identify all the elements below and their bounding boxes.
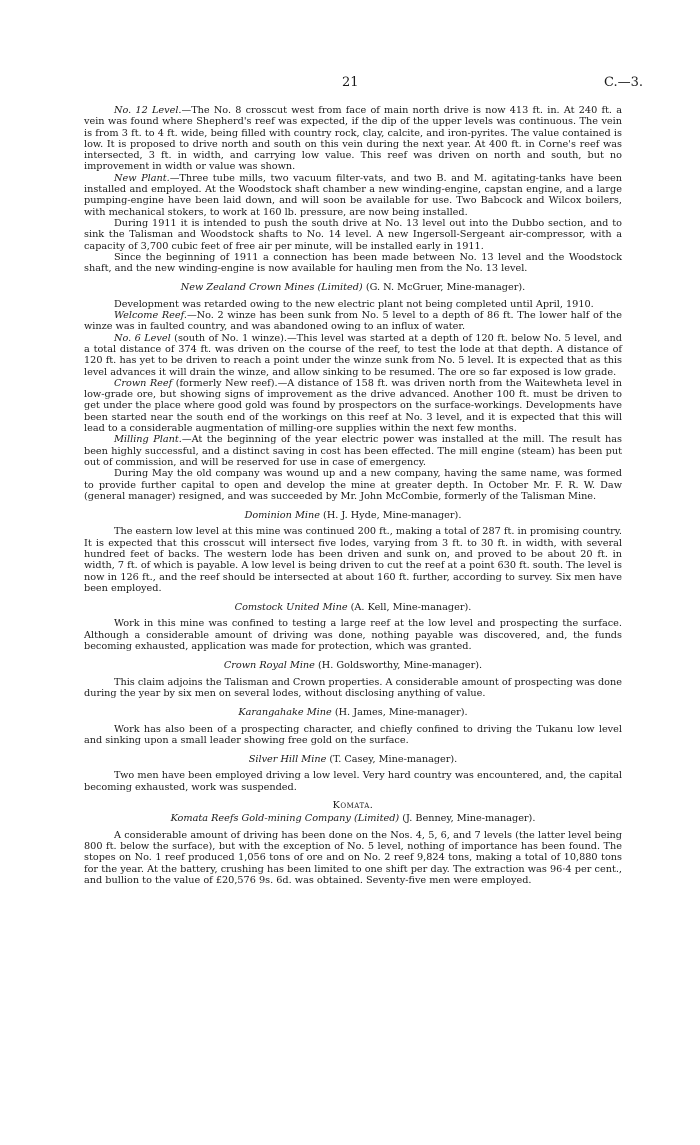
paragraph-text: Development was retarded owing to the new electric plant not being completed until April, 1910. bbox=[114, 298, 594, 310]
subheading: Milling Plant. bbox=[114, 434, 182, 446]
mine-name: Comstock United Mine bbox=[234, 602, 348, 614]
paragraph-text: (south of No. 1 winze).—This level was started at a depth of 120 ft. below No. 5 level, and a total distance of 374 ft. was driven on the course of the reef, to test the lode at that depth. A distance of 120 ft. has yet to be driven to reach a point under the winze sunk from No. 5 level. It is expected that as this level advances it will drain the winze, and allow sinking to be resumed. The ore so far exposed is low grade. bbox=[84, 332, 622, 378]
paragraph-text: A considerable amount of driving has been done on the Nos. 4, 5, 6, and 7 levels (the latter level being 800 ft. below the surface), but with the exception of No. 5 level, nothing of importance has been found. The stopes on No. 1 reef produced 1,056 tons of ore and on No. 2 reef 9,824 tons, making a total of 10,880 tons for the year. At the battery, crushing has been limited to one shift per day. The extraction was 96·4 per cent., and bullion to the value of £20,576 9s. 6d. was obtained. Seventy-five men were employed. bbox=[84, 829, 622, 886]
paragraph bbox=[84, 830, 622, 886]
section-heading-karangahake bbox=[84, 707, 622, 718]
page-header bbox=[0, 75, 700, 93]
paragraph-text: Since the beginning of 1911 a connection has been made between No. 13 level and the Woodstock shaft, and the new winding-engine is now available for hauling men from the No. 13 level. bbox=[84, 251, 622, 275]
section-heading-comstock bbox=[84, 602, 622, 613]
paragraph-text: Work in this mine was confined to testing a large reef at the low level and prospecting the surface. Although a considerable amount of driving was done, nothing payable was discovered, and, the funds becoming exhausted, application was made for protection, which was granted. bbox=[84, 618, 622, 653]
paragraph bbox=[84, 333, 622, 378]
mine-name: Komata Reefs Gold-mining Company (Limited) bbox=[170, 813, 400, 825]
paragraph bbox=[84, 677, 622, 700]
paragraph bbox=[84, 105, 622, 173]
paragraph-text: The eastern low level at this mine was continued 200 ft., making a total of 287 ft. in promising country. It is expected that this crosscut will intersect five lodes, varying from 3 ft. to 30 ft. in width, with several hundred feet of backs. The western lode has been driven and sunk on, and proved to be about 20 ft. in width, 7 ft. of which is payable. A low level is being driven to cut the reef at a point 630 ft. south. The level is now in 126 ft., and the reef should be intersected at about 160 ft. further, according to survey. Six men have been employed. bbox=[84, 526, 622, 594]
paragraph-text: —The No. 8 crosscut west from face of main north drive is now 413 ft. in. At 240 ft. a vein was found where Shepherd's reef was expected, if the dip of the upper levels was continuous. The vein is from 3 ft. to 4 ft. wide, being filled with country rock, clay, calcite, and iron-pyrites. The value contained is low. It is proposed to drive north and south on this vein during the next year. At 400 ft. in Corne's reef was intersected, 3 ft. in width, and carrying low value. This reef was driven on north and south, but no improvement in width or value was shown. bbox=[84, 105, 622, 173]
paragraph bbox=[84, 724, 622, 747]
mine-name: Dominion Mine bbox=[244, 510, 320, 522]
subheading: Crown Reef bbox=[114, 377, 173, 389]
section-heading-komata-reefs bbox=[84, 813, 622, 824]
paragraph-text: Work has also been of a prospecting character, and chiefly confined to driving the Tukanu low level and sinking upon a small leader showing free gold on the surface. bbox=[84, 723, 622, 746]
mine-manager: (A. Kell, Mine-manager). bbox=[350, 602, 472, 614]
mine-manager: (H. J. Hyde, Mine-manager). bbox=[323, 510, 462, 522]
mine-name: Karangahake Mine bbox=[238, 707, 332, 719]
mine-name: New Zealand Crown Mines (Limited) bbox=[180, 282, 363, 294]
paragraph bbox=[84, 770, 622, 793]
paragraph bbox=[84, 434, 622, 468]
paragraph bbox=[84, 252, 622, 275]
paragraph-text: (formerly New reef).—A distance of 158 ft. was driven north from the Waitewheta level in low-grade ore, but showing signs of improvement as the drive advanced. Another 100 ft. must be driven to get under the place where good gold was found by prospectors on the surface-workings. Developments have been started near the south end of the workings on this reef at No. 3 level, and it is expected that this will lead to a considerable augmentation of milling-ore supplies within the next few months. bbox=[84, 377, 622, 435]
paragraph bbox=[84, 173, 622, 218]
subheading: No. 6 Level bbox=[114, 332, 171, 344]
paragraph bbox=[84, 299, 622, 310]
paragraph bbox=[84, 378, 622, 434]
mine-name: Crown Royal Mine bbox=[223, 660, 315, 672]
paragraph-text: During May the old company was wound up and a new company, having the same name, was formed to provide further capital to open and develop the mine at greater depth. In October Mr. F. R. W. Daw (general manager) resigned, and was succeeded by Mr. John McCombie, formerly of the Talisman Mine. bbox=[84, 468, 622, 502]
subheading: New Plant. bbox=[114, 172, 170, 184]
paragraph-text: This claim adjoins the Talisman and Crown properties. A considerable amount of prospecting was done during the year by six men on several lodes, without disclosing anything of value. bbox=[84, 676, 622, 699]
mine-manager: (H. James, Mine-manager). bbox=[334, 707, 468, 719]
section-heading-nz-crown bbox=[84, 282, 622, 293]
mine-manager: (H. Goldsworthy, Mine-manager). bbox=[318, 660, 483, 672]
mine-manager: (J. Benney, Mine-manager). bbox=[402, 813, 536, 825]
paragraph bbox=[84, 618, 622, 652]
paragraph-text: Two men have been employed driving a low level. Very hard country was encountered, and, the capital becoming exhausted, work was suspended. bbox=[84, 770, 622, 793]
subheading: No. 12 Level. bbox=[114, 105, 182, 116]
paragraph-text: —No. 2 winze has been sunk from No. 5 level to a depth of 86 ft. The lower half of the winze was in faulted country, and was abandoned owing to an influx of water. bbox=[84, 310, 622, 333]
paragraph bbox=[84, 468, 622, 502]
section-heading-silver-hill bbox=[84, 754, 622, 765]
mine-name: Silver Hill Mine bbox=[248, 754, 327, 766]
section-heading-crown-royal bbox=[84, 660, 622, 671]
paragraph-text: —Three tube mills, two vacuum filter-vats, and two B. and M. agitating-tanks have been installed and employed. At the Woodstock shaft chamber a new winding-engine, capstan engine, and a large pumping-engine have been laid down, and will soon be available for use. Two Babcock and Wilcox boilers, with mechanical stokers, to work at 160 lb. pressure, are now being installed. bbox=[84, 172, 623, 218]
paragraph-text: During 1911 it is intended to push the south drive at No. 13 level out into the Dubbo section, and to sink the Talisman and Woodstock shafts to No. 14 level. A new Ingersoll-Sergeant air-compressor, with a capacity of 3,700 cubic feet of free air per minute, will be installed early in 1911. bbox=[84, 217, 622, 252]
subheading: Welcome Reef. bbox=[114, 310, 187, 322]
mine-manager: (T. Casey, Mine-manager). bbox=[329, 754, 458, 766]
section-heading-dominion bbox=[84, 510, 622, 521]
paragraph bbox=[84, 526, 622, 594]
page-number: 21 bbox=[342, 75, 359, 90]
paragraph bbox=[84, 218, 622, 252]
report-body bbox=[84, 105, 622, 886]
paragraph bbox=[84, 310, 622, 333]
mine-manager: (G. N. McGruer, Mine-manager). bbox=[365, 282, 526, 294]
paragraph-text: —At the beginning of the year electric power was installed at the mill. The result has been highly successful, and a distinct saving in cost has been effected. The mill engine (steam) has been put out of commission, and will be reserved for use in case of emergency. bbox=[84, 434, 622, 468]
page-reference: C.—3. bbox=[603, 75, 643, 90]
district-heading: Komata. bbox=[332, 800, 374, 812]
